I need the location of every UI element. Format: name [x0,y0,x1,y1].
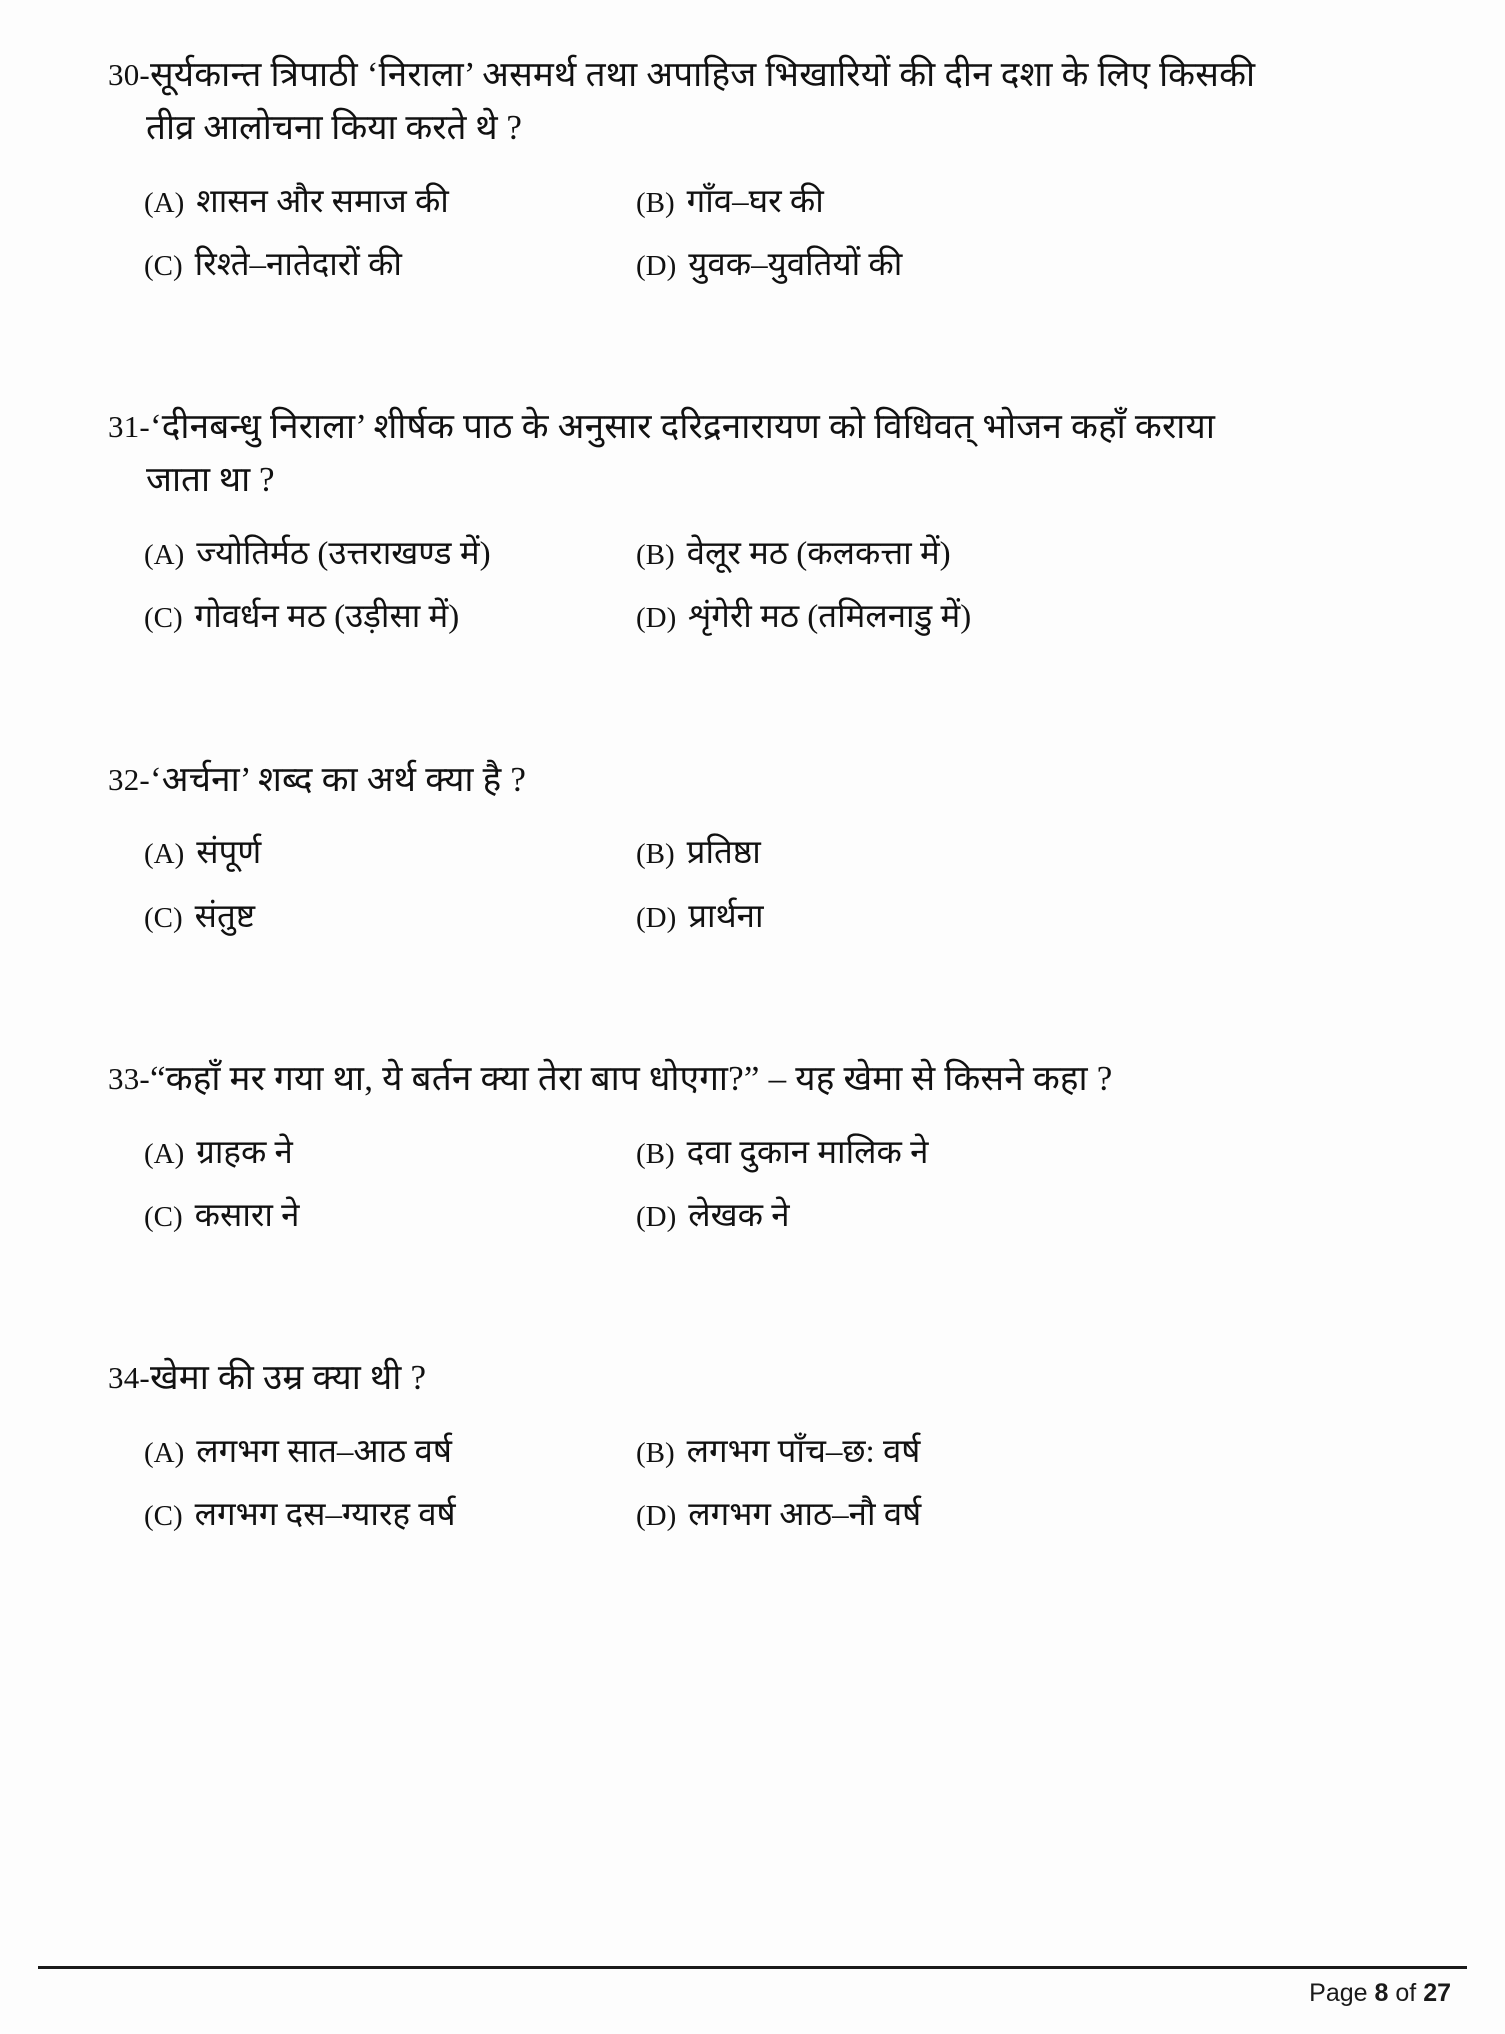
option-key-c: (C) [144,1500,183,1533]
option-34-a[interactable] [144,1432,636,1473]
option-34-d[interactable] [636,1495,1385,1536]
option-label-a: लगभग सात–आठ वर्ष [196,1434,452,1471]
question-31-text-line2: जाता था ? [146,460,275,500]
question-34-heading [108,1355,1385,1402]
spacer-32-33 [108,960,1385,1056]
option-label-d: शृंगेरी मठ (तमिलनाडु में) [688,599,972,636]
option-label-d: युवक–युवतियों की [688,247,903,284]
option-key-a: (A) [144,838,185,871]
question-30-options [108,182,1385,287]
option-30-d[interactable] [636,245,1385,286]
question-31-heading [108,404,1385,451]
option-label-d: लगभग आठ–नौ वर्ष [688,1497,922,1534]
spacer-33-34 [108,1259,1385,1355]
question-31-text-line1: ‘दीनबन्धु निराला’ शीर्षक पाठ के अनुसार दरिद्रनारायण को विधिवत् भोजन कहाँ कराया [149,407,1216,447]
question-block-34 [108,1355,1385,1536]
option-row-cd [144,1495,1385,1536]
option-key-c: (C) [144,901,183,934]
footer-divider [38,1966,1467,1969]
option-key-b: (B) [636,539,675,572]
option-33-a[interactable] [144,1133,636,1174]
option-key-d: (D) [636,1500,677,1533]
option-row-ab [144,833,1385,874]
option-label-c: गोवर्धन मठ (उड़ीसा में) [194,599,460,636]
footer-current-page: 8 [1374,1979,1389,2007]
option-31-b[interactable] [636,534,1385,575]
question-block-31 [108,404,1385,638]
option-row-ab [144,182,1385,223]
option-key-c: (C) [144,250,183,283]
option-key-d: (D) [636,1201,677,1234]
option-34-c[interactable] [144,1495,636,1536]
option-label-b: प्रतिष्ठा [686,835,761,872]
option-row-ab [144,1133,1385,1174]
question-32-number: 32- [108,761,150,797]
option-label-a: शासन और समाज की [196,183,449,220]
page-number-label [38,1979,1467,2008]
option-label-c: संतुष्ट [194,898,256,935]
footer-middle: of [1395,1979,1417,2007]
option-label-a: संपूर्ण [196,835,262,872]
question-31-options [108,534,1385,639]
option-32-a[interactable] [144,833,636,874]
page-footer [38,1966,1467,2008]
spacer-31-32 [108,661,1385,757]
option-32-c[interactable] [144,897,636,938]
option-row-cd [144,897,1385,938]
option-30-b[interactable] [636,182,1385,223]
option-key-d: (D) [636,250,677,283]
option-30-a[interactable] [144,182,636,223]
question-30-heading [108,52,1385,99]
question-block-32 [108,757,1385,938]
option-label-b: वेलूर मठ (कलकत्ता में) [686,536,951,573]
option-key-a: (A) [144,539,185,572]
question-34-text-line1: खेमा की उम्र क्या थी ? [149,1358,427,1398]
option-key-b: (B) [636,1137,675,1170]
option-label-a: ग्राहक ने [196,1134,293,1171]
question-32-options [108,833,1385,938]
option-label-c: रिश्ते–नातेदारों की [194,247,402,284]
option-31-d[interactable] [636,597,1385,638]
question-32-text-line1: ‘अर्चना’ शब्द का अर्थ क्या है ? [149,759,527,799]
question-32-heading [108,757,1385,804]
option-key-d: (D) [636,901,677,934]
option-key-a: (A) [144,1437,185,1470]
option-row-ab [144,534,1385,575]
option-key-a: (A) [144,1137,185,1170]
question-block-33 [108,1056,1385,1237]
option-row-cd [144,245,1385,286]
option-key-b: (B) [636,1437,675,1470]
footer-prefix: Page [1309,1979,1368,2007]
question-33-heading [108,1056,1385,1103]
question-31-number: 31- [108,409,150,445]
option-33-c[interactable] [144,1196,636,1237]
option-key-b: (B) [636,838,675,871]
option-row-cd [144,597,1385,638]
option-key-d: (D) [636,602,677,635]
option-label-b: दवा दुकान मालिक ने [686,1134,929,1171]
question-30-text-line2: तीव्र आलोचना किया करते थे ? [146,107,522,147]
option-key-c: (C) [144,602,183,635]
option-33-d[interactable] [636,1196,1385,1237]
option-row-cd [144,1196,1385,1237]
question-30-text-line1: सूर्यकान्त त्रिपाठी ‘निराला’ असमर्थ तथा अपाहिज भिखारियों की दीन दशा के लिए किसकी [149,55,1256,94]
option-label-d: प्रार्थना [688,898,764,935]
option-label-d: लेखक ने [688,1198,790,1235]
option-key-b: (B) [636,186,675,219]
question-33-text-line1: “कहाँ मर गया था, ये बर्तन क्या तेरा बाप धोएगा?” – यह खेमा से किसने कहा ? [149,1058,1113,1098]
option-32-d[interactable] [636,897,1385,938]
option-label-a: ज्योतिर्मठ (उत्तराखण्ड में) [196,536,491,573]
option-31-c[interactable] [144,597,636,638]
option-33-b[interactable] [636,1133,1385,1174]
option-label-b: गाँव–घर की [686,183,824,220]
question-33-number: 33- [108,1060,150,1096]
option-row-ab [144,1432,1385,1473]
question-33-options [108,1133,1385,1238]
option-label-c: कसारा ने [194,1198,300,1235]
option-31-a[interactable] [144,534,636,575]
question-30-number: 30- [108,57,150,92]
question-34-options [108,1432,1385,1537]
question-block-30 [108,52,1385,286]
option-32-b[interactable] [636,833,1385,874]
option-label-c: लगभग दस–ग्यारह वर्ष [194,1497,456,1534]
spacer-30-31 [108,308,1385,404]
option-key-a: (A) [144,186,185,219]
footer-total-pages: 27 [1423,1979,1451,2007]
option-label-b: लगभग पाँच–छ: वर्ष [686,1434,921,1471]
question-34-number: 34- [108,1360,150,1396]
option-key-c: (C) [144,1201,183,1234]
option-30-c[interactable] [144,245,636,286]
option-34-b[interactable] [636,1432,1385,1473]
